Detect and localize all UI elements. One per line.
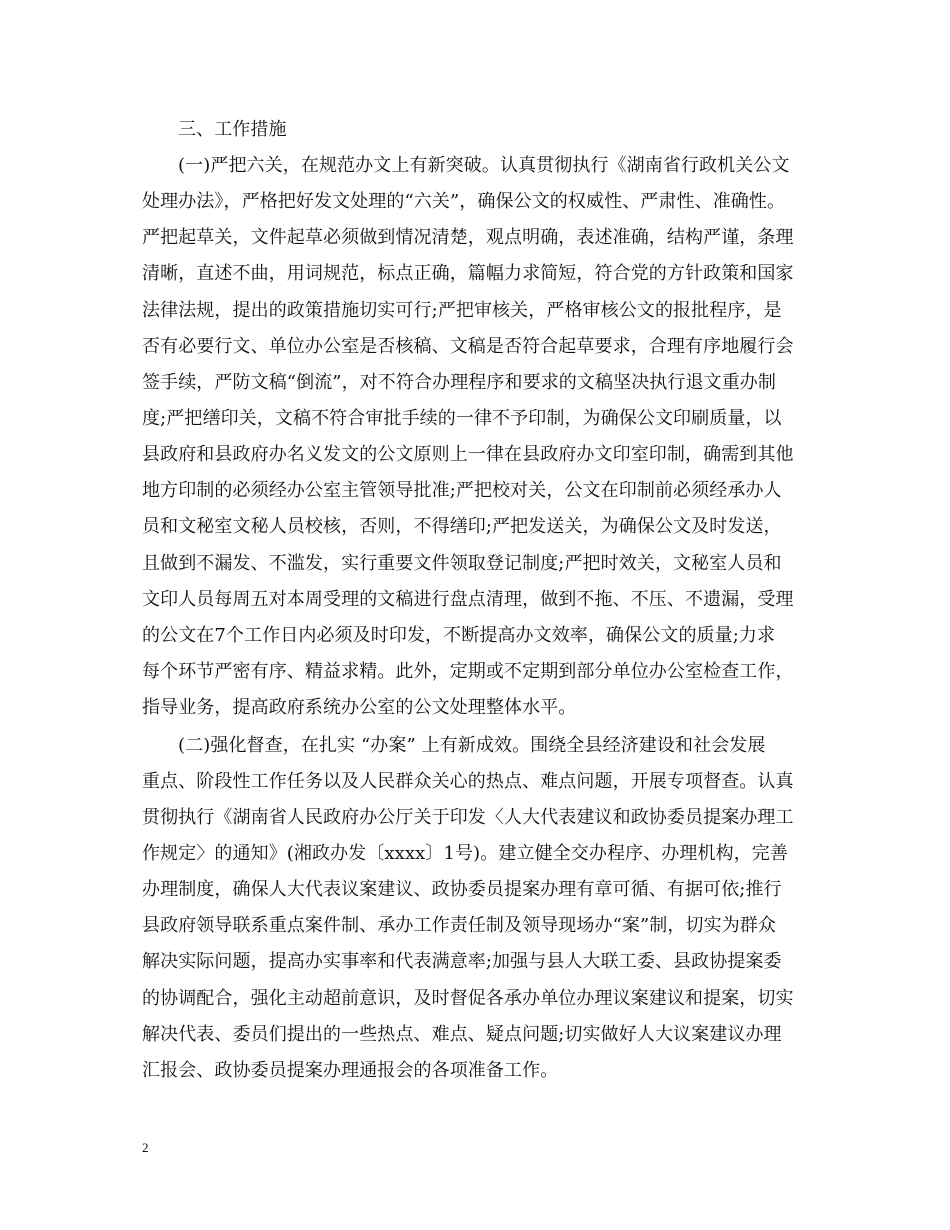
section-heading: 三、工作措施 [178,119,287,140]
paragraph-1-line: 否有必要行文、单位办公室是否核稿、文稿是否符合起草要求，合理有序地履行会 [142,336,794,357]
paragraph-2-line: 的协调配合，强化主动超前意识，及时督促各承办单位办理议案建议和提案，切实 [142,988,794,1009]
paragraph-2-line: 解决代表、委员们提出的一些热点、难点、疑点问题;切实做好人大议案建议办理 [142,1024,782,1045]
paragraph-1-line: 县政府和县政府办名义发文的公文原则上一律在县政府办文印室印制，确需到其他 [142,444,794,465]
paragraph-1-line: 清晰，直述不曲，用词规范，标点正确，篇幅力求简短，符合党的方针政策和国家 [142,263,794,284]
paragraph-2-line: 汇报会、政协委员提案办理通报会的各项准备工作。 [142,1060,559,1081]
paragraph-1-line: 每个环节严密有序、精益求精。此外，定期或不定期到部分单位办公室检查工作， [142,661,794,682]
paragraph-1-line: 地方印制的必须经办公室主管领导批准;严把校对关，公文在印制前必须经承办人 [142,480,782,501]
paragraph-1-line: 员和文秘室文秘人员校核，否则，不得缮印;严把发送关，为确保公文及时发送， [142,516,782,537]
paragraph-1-line: 且做到不漏发、不滥发，实行重要文件领取登记制度;严把时效关，文秘室人员和 [142,553,782,574]
paragraph-1-line: 签手续，严防文稿“倒流”，对不符合办理程序和要求的文稿坚决执行退文重办制 [142,372,777,393]
paragraph-2-line: 贯彻执行《湖南省人民政府办公厅关于印发〈人大代表建议和政协委员提案办理工 [142,807,794,828]
paragraph-1-line: 处理办法》，严格把好发文处理的“六关”，确保公文的权威性、严肃性、准确性。 [142,191,786,212]
paragraph-1-line: (一)严把六关，在规范办文上有新突破。认真贯彻执行《湖南省行政机关公文 [178,155,790,176]
paragraph-1-line: 指导业务，提高政府系统办公室的公文处理整体水平。 [142,697,577,718]
paragraph-2-line: 县政府领导联系重点案件制、承办工作责任制及领导现场办“案”制，切实为群众 [142,915,777,936]
paragraph-2-line: 解决实际问题，提高办实事率和代表满意率;加强与县人大联工委、县政协提案委 [142,951,782,972]
paragraph-2-line: (二)强化督查，在扎实 “办案” 上有新成效。围绕全县经济建设和社会发展 [178,735,766,756]
page-number: 2 [142,1140,149,1155]
paragraph-1-line: 的公文在7个工作日内必须及时印发，不断提高办文效率，确保公文的质量;力求 [142,625,776,646]
paragraph-2-line: 作规定〉的通知》(湘政办发〔xxxx〕1号)。建立健全交办程序、办理机构，完善 [142,843,788,864]
paragraph-1-line: 严把起草关，文件起草必须做到情况清楚，观点明确，表述准确，结构严谨，条理 [142,227,794,248]
paragraph-1-line: 文印人员每周五对本周受理的文稿进行盘点清理，做到不拖、不压、不遗漏，受理 [142,589,794,610]
paragraph-1-line: 法律法规，提出的政策措施切实可行;严把审核关，严格审核公文的报批程序，是 [142,300,782,321]
paragraph-2-line: 办理制度，确保人大代表议案建议、政协委员提案办理有章可循、有据可依;推行 [142,879,782,900]
paragraph-1-line: 度;严把缮印关，文稿不符合审批手续的一律不予印制，为确保公文印刷质量，以 [142,408,782,429]
paragraph-2-line: 重点、阶段性工作任务以及人民群众关心的热点、难点问题，开展专项督查。认真 [142,771,794,792]
